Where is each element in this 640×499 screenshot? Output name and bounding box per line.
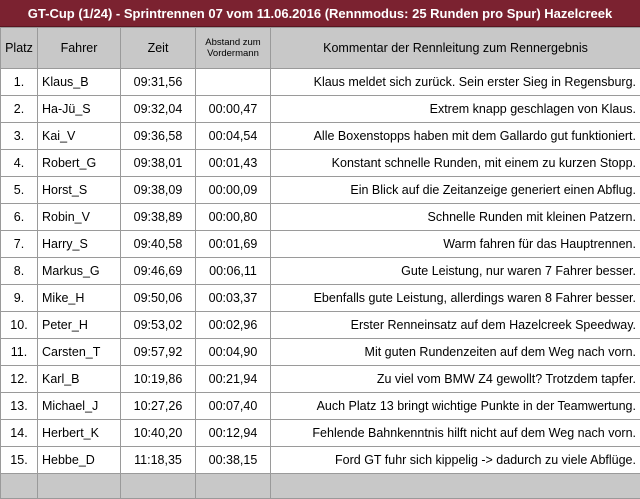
cell-zeit: 09:38,01	[121, 150, 196, 177]
header-platz: Platz	[1, 28, 38, 69]
table-row	[1, 312, 640, 339]
cell-platz: 15.	[1, 447, 38, 474]
table-row	[1, 420, 640, 447]
table-row	[1, 123, 640, 150]
cell-zeit: 09:38,89	[121, 204, 196, 231]
header-kommentar: Kommentar der Rennleitung zum Rennergebnis	[271, 28, 640, 69]
cell-abstand: 00:02,96	[196, 312, 271, 339]
cell-fahrer: Michael_J	[38, 393, 121, 420]
cell-fahrer: Robin_V	[38, 204, 121, 231]
table-row	[1, 258, 640, 285]
header-abstand	[196, 28, 271, 69]
cell-kommentar: Zu viel vom BMW Z4 gewollt? Trotzdem tapfer.	[271, 366, 640, 393]
footer-cell	[196, 474, 271, 499]
cell-zeit: 09:36,58	[121, 123, 196, 150]
table-row	[1, 393, 640, 420]
cell-kommentar: Schnelle Runden mit kleinen Patzern.	[271, 204, 640, 231]
table-row	[1, 231, 640, 258]
cell-zeit: 09:57,92	[121, 339, 196, 366]
cell-fahrer: Klaus_B	[38, 69, 121, 96]
cell-abstand: 00:06,11	[196, 258, 271, 285]
cell-abstand	[196, 69, 271, 96]
cell-kommentar: Erster Renneinsatz auf dem Hazelcreek Speedway.	[271, 312, 640, 339]
cell-kommentar: Mit guten Rundenzeiten auf dem Weg nach vorn.	[271, 339, 640, 366]
cell-fahrer: Herbert_K	[38, 420, 121, 447]
cell-platz: 9.	[1, 285, 38, 312]
cell-kommentar: Warm fahren für das Hauptrennen.	[271, 231, 640, 258]
cell-platz: 3.	[1, 123, 38, 150]
cell-abstand: 00:12,94	[196, 420, 271, 447]
table-row	[1, 447, 640, 474]
cell-zeit: 09:50,06	[121, 285, 196, 312]
header-fahrer: Fahrer	[38, 28, 121, 69]
cell-abstand: 00:07,40	[196, 393, 271, 420]
footer-cell	[1, 474, 38, 499]
header-abstand-line1: Abstand zum	[205, 37, 260, 48]
cell-platz: 5.	[1, 177, 38, 204]
footer-row	[1, 474, 640, 499]
cell-abstand: 00:21,94	[196, 366, 271, 393]
table-row	[1, 339, 640, 366]
cell-abstand: 00:01,43	[196, 150, 271, 177]
cell-fahrer: Robert_G	[38, 150, 121, 177]
table-row	[1, 366, 640, 393]
cell-fahrer: Ha-Jü_S	[38, 96, 121, 123]
cell-fahrer: Kai_V	[38, 123, 121, 150]
cell-fahrer: Horst_S	[38, 177, 121, 204]
footer-cell	[38, 474, 121, 499]
cell-zeit: 09:38,09	[121, 177, 196, 204]
cell-zeit: 11:18,35	[121, 447, 196, 474]
cell-abstand: 00:38,15	[196, 447, 271, 474]
cell-kommentar: Klaus meldet sich zurück. Sein erster Sieg in Regensburg.	[271, 69, 640, 96]
cell-kommentar: Fehlende Bahnkenntnis hilft nicht auf dem Weg nach vorn.	[271, 420, 640, 447]
table-row	[1, 150, 640, 177]
footer-cell	[271, 474, 640, 499]
footer-cell	[121, 474, 196, 499]
cell-zeit: 09:40,58	[121, 231, 196, 258]
cell-zeit: 10:40,20	[121, 420, 196, 447]
cell-platz: 6.	[1, 204, 38, 231]
cell-abstand: 00:04,90	[196, 339, 271, 366]
cell-kommentar: Konstant schnelle Runden, mit einem zu kurzen Stopp.	[271, 150, 640, 177]
cell-kommentar: Gute Leistung, nur waren 7 Fahrer besser.	[271, 258, 640, 285]
cell-zeit: 09:32,04	[121, 96, 196, 123]
cell-fahrer: Karl_B	[38, 366, 121, 393]
cell-fahrer: Carsten_T	[38, 339, 121, 366]
header-row	[1, 28, 640, 69]
cell-platz: 11.	[1, 339, 38, 366]
cell-zeit: 10:27,26	[121, 393, 196, 420]
header-zeit: Zeit	[121, 28, 196, 69]
cell-zeit: 09:46,69	[121, 258, 196, 285]
cell-platz: 4.	[1, 150, 38, 177]
cell-abstand: 00:01,69	[196, 231, 271, 258]
cell-zeit: 09:31,56	[121, 69, 196, 96]
cell-kommentar: Ein Blick auf die Zeitanzeige generiert einen Abflug.	[271, 177, 640, 204]
cell-abstand: 00:00,80	[196, 204, 271, 231]
cell-fahrer: Peter_H	[38, 312, 121, 339]
cell-abstand: 00:03,37	[196, 285, 271, 312]
table-row	[1, 69, 640, 96]
cell-platz: 13.	[1, 393, 38, 420]
cell-zeit: 09:53,02	[121, 312, 196, 339]
cell-kommentar: Ebenfalls gute Leistung, allerdings waren 8 Fahrer besser.	[271, 285, 640, 312]
header-abstand-line2: Vordermann	[207, 48, 259, 59]
cell-fahrer: Harry_S	[38, 231, 121, 258]
cell-zeit: 10:19,86	[121, 366, 196, 393]
cell-kommentar: Extrem knapp geschlagen von Klaus.	[271, 96, 640, 123]
cell-platz: 7.	[1, 231, 38, 258]
cell-kommentar: Auch Platz 13 bringt wichtige Punkte in der Teamwertung.	[271, 393, 640, 420]
cell-kommentar: Ford GT fuhr sich kippelig -> dadurch zu viele Abflüge.	[271, 447, 640, 474]
result-rows	[1, 69, 640, 474]
sheet-title: GT-Cup (1/24) - Sprintrennen 07 vom 11.06.2016 (Rennmodus: 25 Runden pro Spur) Hazelcreek	[0, 0, 640, 27]
cell-abstand: 00:00,47	[196, 96, 271, 123]
cell-kommentar: Alle Boxenstopps haben mit dem Gallardo gut funktioniert.	[271, 123, 640, 150]
cell-platz: 12.	[1, 366, 38, 393]
table-row	[1, 177, 640, 204]
cell-platz: 10.	[1, 312, 38, 339]
table-row	[1, 96, 640, 123]
table-row	[1, 204, 640, 231]
table-row	[1, 285, 640, 312]
cell-fahrer: Mike_H	[38, 285, 121, 312]
cell-platz: 1.	[1, 69, 38, 96]
results-table	[0, 27, 640, 499]
cell-platz: 2.	[1, 96, 38, 123]
cell-abstand: 00:04,54	[196, 123, 271, 150]
cell-platz: 8.	[1, 258, 38, 285]
cell-fahrer: Markus_G	[38, 258, 121, 285]
cell-fahrer: Hebbe_D	[38, 447, 121, 474]
cell-abstand: 00:00,09	[196, 177, 271, 204]
cell-platz: 14.	[1, 420, 38, 447]
